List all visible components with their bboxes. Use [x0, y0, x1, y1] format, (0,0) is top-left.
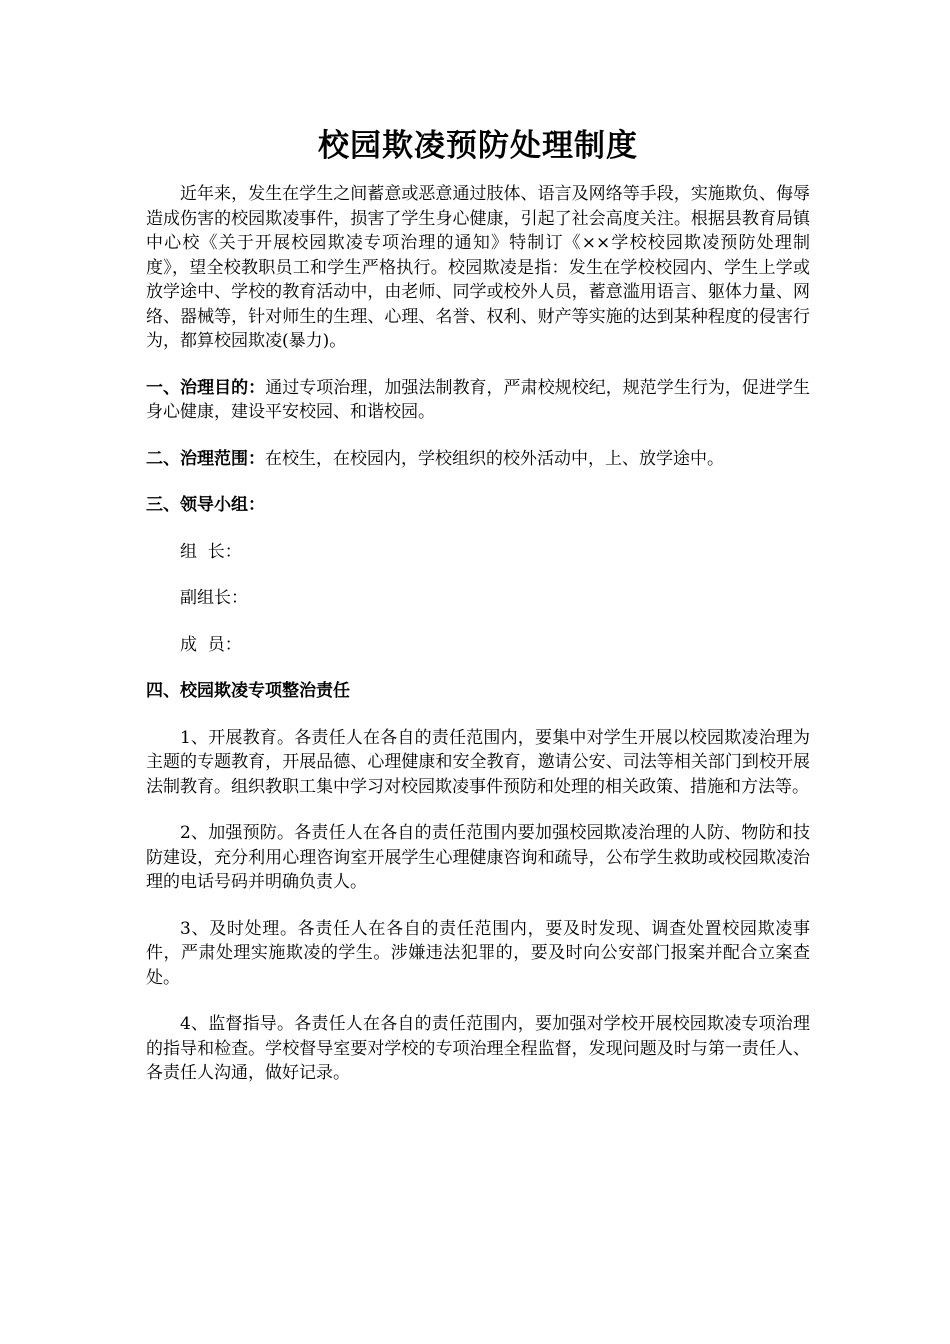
responsibility-item: 3、及时处理。各责任人在各自的责任范围内，要及时发现、调查处置校园欺凌事件，严肃处理实施欺凌的学生。涉嫌违法犯罪的，要及时向公安部门报案并配合立案查处。 [146, 918, 810, 988]
responsibility-item: 2、加强预防。各责任人在各自的责任范围内要加强校园欺凌治理的人防、物防和技防建设，充分利用心理咨询室开展学生心理健康咨询和疏导，公布学生救助或校园欺凌治理的电话号码并明确负责人。 [146, 823, 810, 892]
section-purpose-heading: 一、治理目的： [146, 377, 266, 398]
leader-line: 组 长： [180, 541, 242, 562]
responsibility-item: 4、监督指导。各责任人在各自的责任范围内，要加强对学校开展校园欺凌专项治理的指导和检查。学校督导室要对学校的专项治理全程监督，发现问题及时与第一责任人、各责任人沟通，做好记录。 [146, 1014, 810, 1083]
deputy-leader-line: 副组长： [180, 588, 248, 608]
section-responsibility-heading: 四、校园欺凌专项整治责任 [146, 681, 350, 701]
section-scope-heading: 二、治理范围： [146, 448, 265, 469]
document-page [146, 124, 810, 1086]
section-leadership-heading: 三、领导小组： [146, 495, 265, 515]
document-title: 校园欺凌预防处理制度 [318, 128, 638, 164]
section-scope-text: 在校生，在校园内，学校组织的校外活动中，上、放学途中。 [265, 448, 724, 469]
section-purpose [146, 376, 810, 425]
members-line: 成 员： [180, 634, 242, 655]
section-purpose-text: 通过专项治理，加强法制教育，严肃校规校纪，规范学生行为，促进学生身心健康，建设平安校园、和谐校园。 [146, 377, 811, 422]
responsibility-item: 1、开展教育。各责任人在各自的责任范围内，要集中对学生开展以校园欺凌治理为主题的专题教育，开展品德、心理健康和安全教育，邀请公安、司法等相关部门到校开展法制教育。组织教职工集中学习对校园欺凌事件预防和处理的相关政策、措施和方法等。 [146, 727, 810, 797]
section-scope [146, 447, 810, 472]
intro-paragraph: 近年来，发生在学生之间蓄意或恶意通过肢体、语言及网络等手段，实施欺负、侮辱造成伤害的校园欺凌事件，损害了学生身心健康，引起了社会高度关注。根据县教育局镇中心校《关于开展校园欺凌专项治理的通知》特制订《××学校校园欺凌预防处理制度》，望全校教职员工和学生严格执行。校园欺凌是指：发生在学校校园内、学生上学或放学途中、学校的教育活动中，由老师、同学或校外人员，蓄意滥用语言、躯体力量、网络、器械等，针对师生的生理、心理、名誉、权利、财产等实施的达到某种程度的侵害行为，都算校园欺凌(暴力)。 [146, 184, 810, 351]
